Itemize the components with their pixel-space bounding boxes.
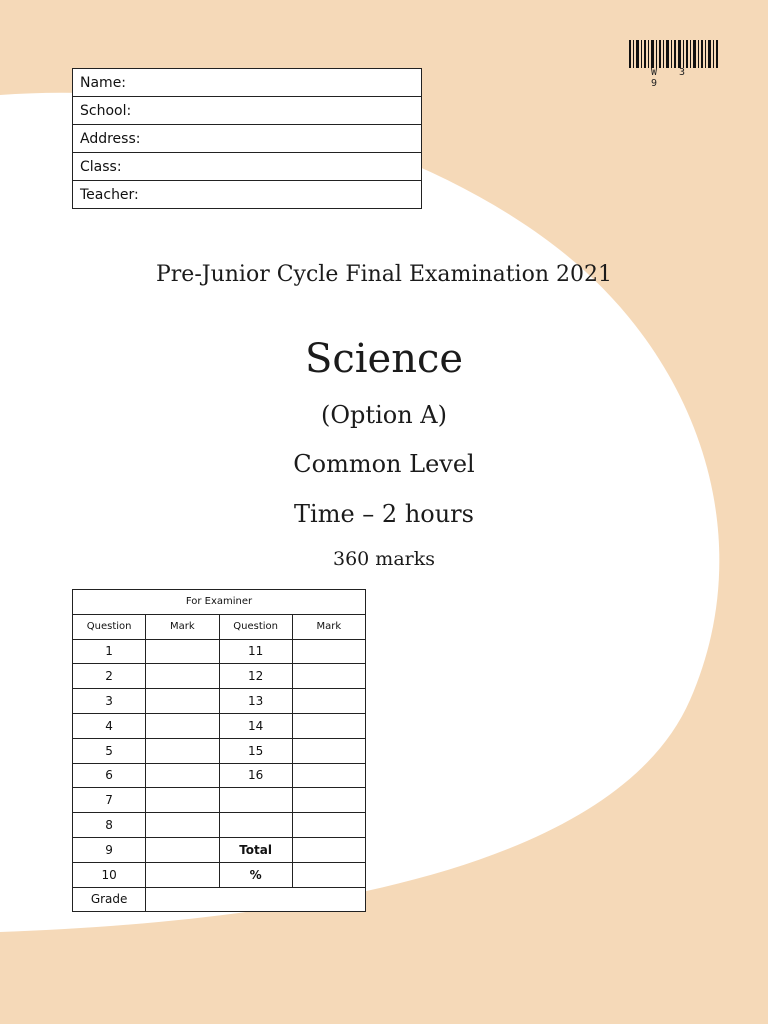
question-number: 13 [219,689,292,714]
table-row [73,763,366,788]
address-field[interactable]: Address: [73,125,422,153]
table-row [73,97,422,125]
mark-cell[interactable] [146,713,219,738]
mark-cell[interactable] [146,862,219,887]
question-number: 14 [219,713,292,738]
table-row [73,69,422,97]
table-row [73,181,422,209]
subject-title: Science [304,336,464,382]
table-row [73,689,366,714]
question-number: 12 [219,664,292,689]
student-info-table [72,68,422,209]
question-number [219,813,292,838]
grade-cell[interactable] [146,887,366,912]
mark-cell[interactable] [292,738,365,763]
table-row [73,713,366,738]
column-header: Question [219,614,292,639]
question-number: 10 [73,862,146,887]
table-row [73,788,366,813]
teacher-field[interactable]: Teacher: [73,181,422,209]
time-label: Time – 2 hours [294,500,474,528]
mark-cell[interactable] [146,813,219,838]
name-field[interactable]: Name: [73,69,422,97]
mark-cell[interactable] [146,689,219,714]
percent-cell[interactable] [292,862,365,887]
table-row [73,813,366,838]
table-row [73,664,366,689]
marks-label: 360 marks [333,548,435,570]
mark-cell[interactable] [292,813,365,838]
exam-title: Pre-Junior Cycle Final Examination 2021 [155,262,612,287]
table-row [73,887,366,912]
table-row [73,125,422,153]
mark-cell[interactable] [292,788,365,813]
mark-cell[interactable] [146,639,219,664]
question-number: 9 [73,837,146,862]
question-number: 6 [73,763,146,788]
examiner-heading: For Examiner [73,590,366,615]
mark-cell[interactable] [292,763,365,788]
table-row [73,837,366,862]
barcode [629,40,719,89]
table-header-row [73,614,366,639]
question-number: 16 [219,763,292,788]
question-number: 8 [73,813,146,838]
table-row [73,590,366,615]
level-label: Common Level [293,450,475,478]
mark-cell[interactable] [146,763,219,788]
barcode-text: W 3 9 [651,67,694,89]
question-number: 7 [73,788,146,813]
table-row [73,862,366,887]
question-number: 5 [73,738,146,763]
mark-cell[interactable] [146,664,219,689]
column-header: Mark [292,614,365,639]
mark-cell[interactable] [146,788,219,813]
table-row [73,738,366,763]
question-number: 11 [219,639,292,664]
table-row [73,153,422,181]
question-number: 2 [73,664,146,689]
percent-label: % [219,862,292,887]
total-cell[interactable] [292,837,365,862]
mark-cell[interactable] [292,664,365,689]
mark-cell[interactable] [146,837,219,862]
question-number: 3 [73,689,146,714]
examiner-table [72,589,366,912]
option-label: (Option A) [321,401,447,429]
barcode-icon [629,40,719,68]
mark-cell[interactable] [292,639,365,664]
mark-cell[interactable] [292,689,365,714]
mark-cell[interactable] [146,738,219,763]
school-field[interactable]: School: [73,97,422,125]
question-number: 15 [219,738,292,763]
table-row [73,639,366,664]
mark-cell[interactable] [292,713,365,738]
question-number: 1 [73,639,146,664]
question-number [219,788,292,813]
grade-label: Grade [73,887,146,912]
total-label: Total [219,837,292,862]
class-field[interactable]: Class: [73,153,422,181]
question-number: 4 [73,713,146,738]
column-header: Question [73,614,146,639]
column-header: Mark [146,614,219,639]
